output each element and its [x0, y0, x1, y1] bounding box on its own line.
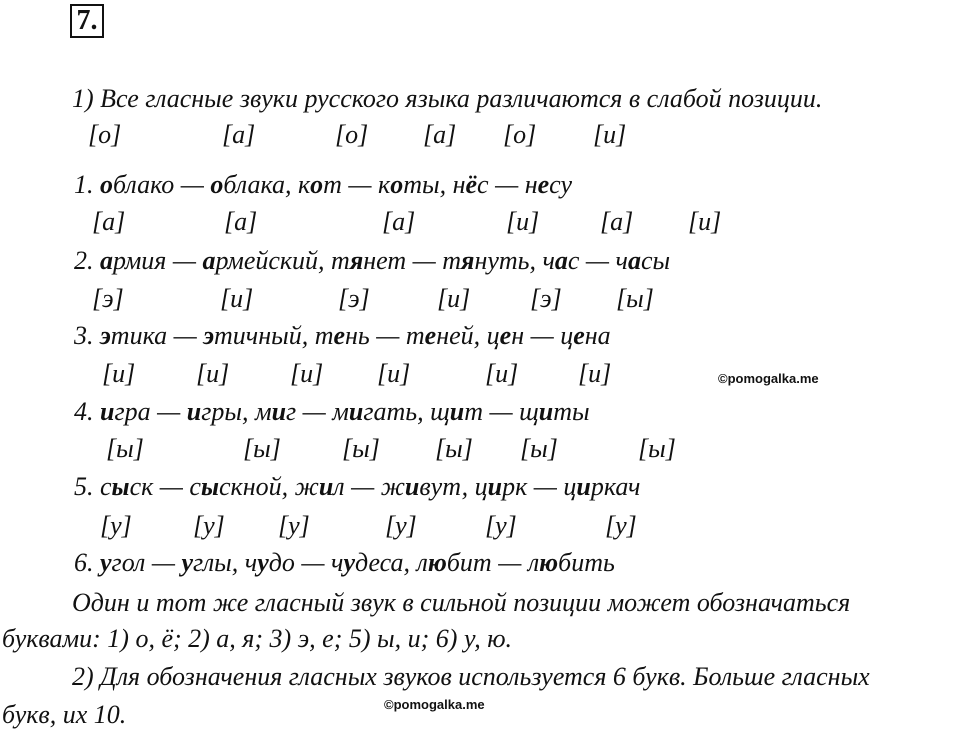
- transcription: [ы]: [342, 434, 380, 463]
- transcription: [а]: [224, 207, 258, 236]
- word-fragment: деса, л: [354, 548, 428, 577]
- stressed-vowel: у: [181, 548, 194, 577]
- word-fragment: с — н: [477, 170, 538, 199]
- word-fragment: ск — с: [129, 472, 201, 501]
- stressed-vowel: ю: [427, 548, 447, 577]
- stressed-vowel: е: [333, 321, 346, 350]
- word-fragment: т — щ: [464, 397, 539, 426]
- stressed-vowel: е: [424, 321, 437, 350]
- word-fragment: 3.: [74, 321, 100, 350]
- word-fragment: нет — т: [363, 246, 462, 275]
- task-number: 7.: [70, 4, 104, 38]
- conclusion-line-1: Один и тот же гласный звук в сильной позиции может обозначаться: [72, 588, 851, 617]
- stressed-vowel: е: [499, 321, 512, 350]
- word-fragment: ты: [553, 397, 590, 426]
- transcription: [и]: [485, 359, 519, 388]
- transcription: [о]: [503, 120, 537, 149]
- stressed-vowel: а: [100, 246, 113, 275]
- word-fragment: бить: [558, 548, 615, 577]
- transcription: [у]: [278, 511, 310, 540]
- transcription: [и]: [290, 359, 324, 388]
- stressed-vowel: о: [390, 170, 404, 199]
- transcription: [о]: [335, 120, 369, 149]
- word-fragment: бит — л: [446, 548, 540, 577]
- stressed-vowel: и: [487, 472, 503, 501]
- transcription: [э]: [338, 284, 370, 313]
- word-fragment: гать, щ: [363, 397, 450, 426]
- word-fragment: тичный, т: [214, 321, 334, 350]
- word-fragment: рмейский, т: [215, 246, 350, 275]
- word-fragment: сы: [640, 246, 671, 275]
- transcription: [и]: [593, 120, 627, 149]
- stressed-vowel: ё: [465, 170, 478, 199]
- word-fragment: на: [584, 321, 611, 350]
- transcription: [э]: [530, 284, 562, 313]
- word-fragment: нь — т: [345, 321, 425, 350]
- transcription: [ы]: [243, 434, 281, 463]
- stressed-vowel: и: [449, 397, 465, 426]
- transcription: [а]: [222, 120, 256, 149]
- stressed-vowel: э: [203, 321, 215, 350]
- word-fragment: ней, ц: [436, 321, 500, 350]
- stressed-vowel: а: [627, 246, 641, 275]
- word-pairs-line-2: [74, 246, 670, 276]
- word-fragment: 1.: [74, 170, 100, 199]
- word-pairs-line-4: [74, 397, 590, 427]
- word-fragment: 2.: [74, 246, 100, 275]
- transcription: [э]: [92, 284, 124, 313]
- stressed-vowel: и: [538, 397, 554, 426]
- transcription: [и]: [102, 359, 136, 388]
- stressed-vowel: а: [554, 246, 568, 275]
- word-pairs-line-5: [74, 472, 640, 502]
- transcription: [и]: [377, 359, 411, 388]
- stressed-vowel: и: [271, 397, 287, 426]
- word-fragment: 6.: [74, 548, 100, 577]
- stressed-vowel: у: [100, 548, 112, 577]
- transcription: [и]: [196, 359, 230, 388]
- word-fragment: ркач: [590, 472, 641, 501]
- stressed-vowel: е: [537, 170, 550, 199]
- word-fragment: л — ж: [333, 472, 405, 501]
- word-pairs-line-1: [74, 170, 572, 200]
- word-fragment: ты, н: [403, 170, 466, 199]
- transcription: [ы]: [520, 434, 558, 463]
- word-fragment: гра —: [114, 397, 187, 426]
- stressed-vowel: о: [210, 170, 224, 199]
- stressed-vowel: я: [461, 246, 475, 275]
- stressed-vowel: и: [186, 397, 202, 426]
- word-fragment: нуть, ч: [474, 246, 555, 275]
- part2-line-1: 2) Для обозначения гласных звуков используется 6 букв. Больше гласных: [72, 662, 870, 691]
- word-fragment: гол —: [111, 548, 182, 577]
- transcription: [ы]: [638, 434, 676, 463]
- transcription: [у]: [193, 511, 225, 540]
- stressed-vowel: у: [257, 548, 269, 577]
- transcription: [и]: [220, 284, 254, 313]
- transcription: [у]: [100, 511, 132, 540]
- transcription: [у]: [605, 511, 637, 540]
- word-fragment: рк — ц: [502, 472, 577, 501]
- stressed-vowel: я: [349, 246, 364, 275]
- stressed-vowel: ю: [539, 548, 559, 577]
- stressed-vowel: у: [343, 548, 355, 577]
- transcription: [у]: [485, 511, 517, 540]
- stressed-vowel: и: [318, 472, 334, 501]
- word-fragment: глы, ч: [193, 548, 258, 577]
- word-fragment: скной, ж: [219, 472, 319, 501]
- transcription: [а]: [92, 207, 126, 236]
- word-fragment: н — ц: [511, 321, 574, 350]
- transcription: [а]: [423, 120, 457, 149]
- transcription: [ы]: [106, 434, 144, 463]
- word-fragment: су: [549, 170, 573, 199]
- stressed-vowel: ы: [111, 472, 130, 501]
- transcription: [ы]: [616, 284, 654, 313]
- transcription: [о]: [88, 120, 122, 149]
- transcription: [у]: [385, 511, 417, 540]
- stressed-vowel: и: [404, 472, 420, 501]
- transcription: [и]: [506, 207, 540, 236]
- intro-line: 1) Все гласные звуки русского языка различаются в слабой позиции.: [72, 84, 823, 113]
- word-fragment: г — м: [286, 397, 349, 426]
- transcription: [ы]: [435, 434, 473, 463]
- transcription: [а]: [600, 207, 634, 236]
- word-fragment: т — к: [323, 170, 391, 199]
- stressed-vowel: ы: [200, 472, 220, 501]
- transcription: [и]: [437, 284, 471, 313]
- transcription: [и]: [688, 207, 722, 236]
- transcription: [а]: [382, 207, 416, 236]
- word-fragment: гры, м: [201, 397, 272, 426]
- stressed-vowel: и: [576, 472, 591, 501]
- stressed-vowel: и: [100, 397, 115, 426]
- stressed-vowel: о: [310, 170, 324, 199]
- stressed-vowel: и: [348, 397, 364, 426]
- stressed-vowel: э: [100, 321, 111, 350]
- word-fragment: вут, ц: [419, 472, 488, 501]
- word-fragment: с — ч: [567, 246, 628, 275]
- word-fragment: тика —: [110, 321, 204, 350]
- word-fragment: блако —: [113, 170, 211, 199]
- word-pairs-line-6: [74, 548, 615, 578]
- word-fragment: до — ч: [268, 548, 344, 577]
- word-fragment: блака, к: [223, 170, 311, 199]
- stressed-vowel: е: [573, 321, 585, 350]
- watermark: ©pomogalka.me: [718, 371, 819, 386]
- word-fragment: 4.: [74, 397, 100, 426]
- transcription: [и]: [578, 359, 612, 388]
- watermark: ©pomogalka.me: [384, 697, 485, 712]
- part2-line-2: букв, их 10.: [2, 700, 127, 729]
- stressed-vowel: о: [100, 170, 113, 199]
- word-fragment: рмия —: [113, 246, 203, 275]
- conclusion-line-2: буквами: 1) о, ё; 2) а, я; 3) э, е; 5) ы, и; 6) у, ю.: [2, 624, 513, 653]
- word-pairs-line-3: [74, 321, 611, 351]
- word-fragment: 5. с: [74, 472, 112, 501]
- stressed-vowel: а: [202, 246, 216, 275]
